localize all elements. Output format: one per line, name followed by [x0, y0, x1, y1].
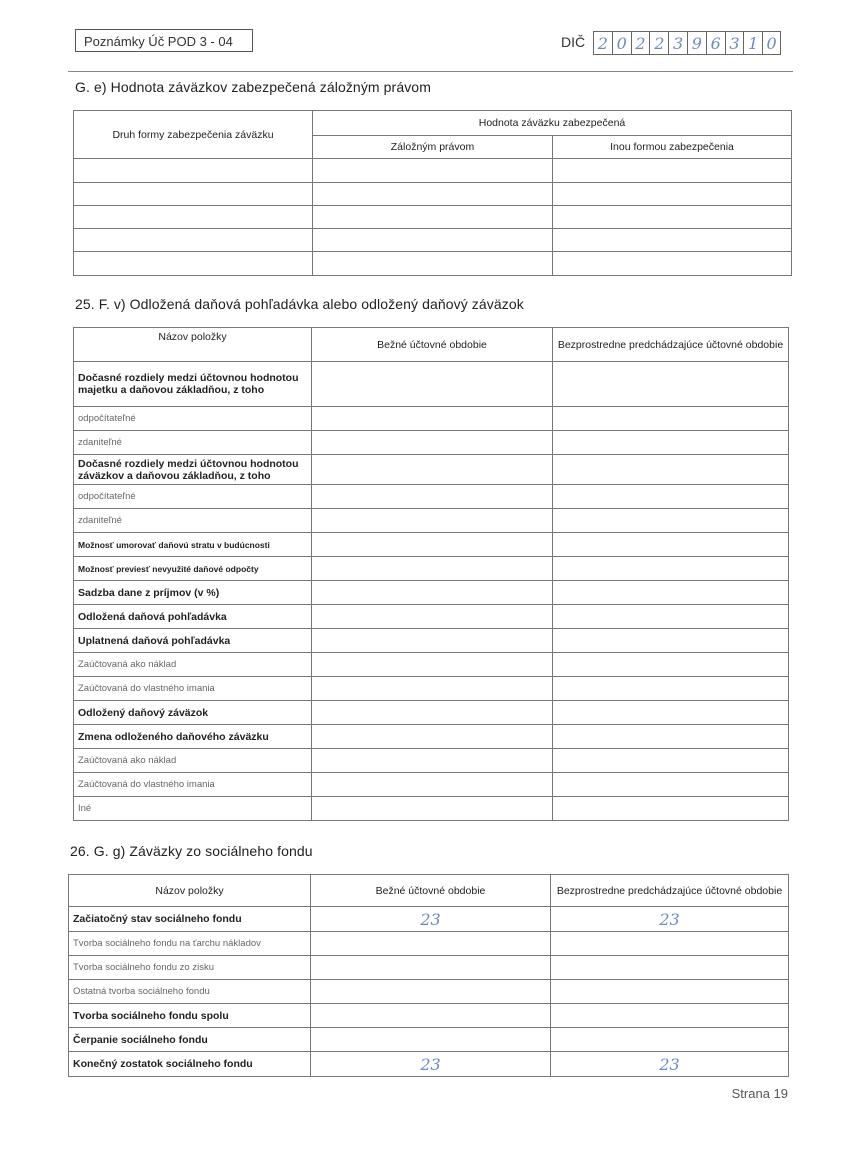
- dic-digit: 3: [725, 31, 744, 55]
- cell[interactable]: [313, 206, 553, 229]
- section-g-title: G. e) Hodnota záväzkov zabezpečená záložným právom: [75, 79, 431, 95]
- section-26-col3-header: Bezprostredne predchádzajúce účtovné obdobie: [551, 875, 789, 907]
- dic-label: DIČ: [561, 34, 586, 50]
- section-26-col2-header: Bežné účtovné obdobie: [311, 875, 551, 907]
- row-label: Dočasné rozdiely medzi účtovnou hodnotou majetku a daňovou základňou, z toho: [74, 362, 312, 407]
- row-label: Odložený daňový záväzok: [74, 701, 312, 725]
- cell-current[interactable]: [311, 956, 551, 980]
- table-row: [74, 749, 789, 773]
- cell-previous[interactable]: [553, 557, 789, 581]
- row-label: Sadzba dane z príjmov (v %): [74, 581, 312, 605]
- table-row: [74, 252, 792, 276]
- cell-current[interactable]: [312, 749, 553, 773]
- cell-current[interactable]: [311, 1028, 551, 1052]
- section-g-table: [73, 110, 792, 276]
- row-label: Zaúčtovaná ako náklad: [74, 653, 312, 677]
- dic-digit: 2: [649, 31, 668, 55]
- cell-previous[interactable]: [553, 629, 789, 653]
- cell[interactable]: [313, 229, 553, 252]
- row-label: Tvorba sociálneho fondu zo zisku: [69, 956, 311, 980]
- cell[interactable]: [74, 229, 313, 252]
- cell-previous[interactable]: [553, 749, 789, 773]
- cell[interactable]: [74, 206, 313, 229]
- cell-previous[interactable]: 23: [551, 1052, 789, 1077]
- cell[interactable]: [313, 183, 553, 206]
- cell-current[interactable]: [312, 407, 553, 431]
- header-divider: [68, 71, 793, 72]
- row-label: Tvorba sociálneho fondu na ťarchu nákladov: [69, 932, 311, 956]
- dic-digit: 6: [706, 31, 725, 55]
- cell-previous[interactable]: [553, 581, 789, 605]
- cell-previous[interactable]: [553, 797, 789, 821]
- cell-current[interactable]: [312, 653, 553, 677]
- row-label: Iné: [74, 797, 312, 821]
- form-reference-box: Poznámky Úč POD 3 - 04: [75, 29, 253, 52]
- cell[interactable]: [74, 252, 313, 276]
- section-25-col2-header: Bežné účtovné obdobie: [312, 328, 553, 362]
- section-g-group-header: Hodnota záväzku zabezpečená: [313, 111, 792, 136]
- dic-digit: 1: [743, 31, 762, 55]
- table-row: [69, 980, 789, 1004]
- table-row: [74, 206, 792, 229]
- table-row: [74, 701, 789, 725]
- table-row: [74, 653, 789, 677]
- cell-previous[interactable]: [551, 956, 789, 980]
- section-g-col1-header: Druh formy zabezpečenia záväzku: [74, 111, 313, 159]
- table-row: [74, 485, 789, 509]
- dic-digit: 0: [612, 31, 631, 55]
- table-row: [69, 907, 789, 932]
- table-row: [69, 1028, 789, 1052]
- row-label: Konečný zostatok sociálneho fondu: [69, 1052, 311, 1077]
- cell-current[interactable]: [312, 677, 553, 701]
- section-26-title: 26. G. g) Záväzky zo sociálneho fondu: [70, 843, 313, 859]
- table-row: [74, 407, 789, 431]
- cell-previous[interactable]: [551, 980, 789, 1004]
- cell-current[interactable]: [312, 431, 553, 455]
- cell-current[interactable]: [312, 557, 553, 581]
- cell[interactable]: [313, 159, 553, 183]
- cell-current[interactable]: [312, 533, 553, 557]
- dic-digit: 2: [593, 31, 612, 55]
- row-label: Zaúčtovaná do vlastného imania: [74, 677, 312, 701]
- cell[interactable]: [553, 183, 792, 206]
- section-g-col3-header: Inou formou zabezpečenia: [553, 136, 792, 159]
- cell-previous[interactable]: [553, 677, 789, 701]
- cell-current[interactable]: [312, 455, 553, 485]
- cell-current[interactable]: [312, 485, 553, 509]
- dic-digit: 9: [687, 31, 706, 55]
- row-label: Uplatnená daňová pohľadávka: [74, 629, 312, 653]
- row-label: zdaniteľné: [74, 431, 312, 455]
- cell[interactable]: [553, 252, 792, 276]
- cell-current[interactable]: 23: [311, 907, 551, 932]
- cell-current[interactable]: [312, 701, 553, 725]
- row-label: zdaniteľné: [74, 509, 312, 533]
- row-label: Zaúčtovaná do vlastného imania: [74, 773, 312, 797]
- cell-current[interactable]: [311, 932, 551, 956]
- cell-previous[interactable]: [553, 485, 789, 509]
- section-25-title: 25. F. v) Odložená daňová pohľadávka alebo odložený daňový záväzok: [75, 296, 524, 312]
- row-label: Zaúčtovaná ako náklad: [74, 749, 312, 773]
- table-row: [74, 797, 789, 821]
- cell-current[interactable]: 23: [311, 1052, 551, 1077]
- table-row: [74, 159, 792, 183]
- dic-digit: 2: [631, 31, 650, 55]
- cell-current[interactable]: [312, 605, 553, 629]
- table-row: [74, 455, 789, 485]
- cell[interactable]: [313, 252, 553, 276]
- table-row: [74, 183, 792, 206]
- cell-previous[interactable]: [553, 533, 789, 557]
- cell[interactable]: [74, 183, 313, 206]
- cell[interactable]: [553, 229, 792, 252]
- cell-previous[interactable]: [551, 1028, 789, 1052]
- table-row: [74, 533, 789, 557]
- cell-current[interactable]: [312, 773, 553, 797]
- cell-current[interactable]: [311, 980, 551, 1004]
- table-row: [74, 557, 789, 581]
- cell-previous[interactable]: [553, 431, 789, 455]
- table-row: [74, 629, 789, 653]
- row-label: odpočítateľné: [74, 485, 312, 509]
- table-row: [69, 1052, 789, 1077]
- cell[interactable]: [74, 159, 313, 183]
- row-label: Dočasné rozdiely medzi účtovnou hodnotou záväzkov a daňovou základňou, z toho: [74, 455, 312, 485]
- table-row: [74, 362, 789, 407]
- cell-previous[interactable]: [553, 725, 789, 749]
- row-label: Ostatná tvorba sociálneho fondu: [69, 980, 311, 1004]
- cell[interactable]: [553, 206, 792, 229]
- row-label: Tvorba sociálneho fondu spolu: [69, 1004, 311, 1028]
- cell-previous[interactable]: [553, 407, 789, 431]
- table-row: [74, 229, 792, 252]
- row-label: Možnosť umorovať daňovú stratu v budúcnosti: [74, 533, 312, 557]
- cell-previous[interactable]: [553, 605, 789, 629]
- section-25-table: [73, 327, 789, 821]
- cell-previous[interactable]: [553, 362, 789, 407]
- section-g-col2-header: Záložným právom: [313, 136, 553, 159]
- table-row: [74, 605, 789, 629]
- cell-previous[interactable]: [553, 455, 789, 485]
- table-row: [74, 581, 789, 605]
- dic-boxes: [593, 31, 781, 55]
- cell-previous[interactable]: [553, 701, 789, 725]
- cell-current[interactable]: [312, 797, 553, 821]
- cell-previous[interactable]: [551, 932, 789, 956]
- section-26-table: [68, 874, 789, 1077]
- row-label: Čerpanie sociálneho fondu: [69, 1028, 311, 1052]
- row-label: odpočítateľné: [74, 407, 312, 431]
- cell-previous[interactable]: 23: [551, 907, 789, 932]
- cell-current[interactable]: [312, 725, 553, 749]
- dic-digit: 0: [762, 31, 781, 55]
- row-label: Zmena odloženého daňového záväzku: [74, 725, 312, 749]
- row-label: Začiatočný stav sociálneho fondu: [69, 907, 311, 932]
- section-25-col1-header: Názov položky: [74, 328, 312, 362]
- page-number: Strana 19: [731, 1086, 788, 1101]
- cell-current[interactable]: [312, 362, 553, 407]
- cell-previous[interactable]: [553, 509, 789, 533]
- section-25-col3-header: Bezprostredne predchádzajúce účtovné obdobie: [553, 328, 789, 362]
- cell-current[interactable]: [312, 629, 553, 653]
- table-row: [69, 1004, 789, 1028]
- table-row: [74, 725, 789, 749]
- dic-digit: 3: [668, 31, 687, 55]
- cell-previous[interactable]: [553, 773, 789, 797]
- cell-current[interactable]: [312, 581, 553, 605]
- cell-current[interactable]: [311, 1004, 551, 1028]
- cell-previous[interactable]: [551, 1004, 789, 1028]
- table-row: [74, 677, 789, 701]
- section-26-col1-header: Názov položky: [69, 875, 311, 907]
- table-row: [74, 509, 789, 533]
- table-row: [69, 956, 789, 980]
- row-label: Odložená daňová pohľadávka: [74, 605, 312, 629]
- cell-previous[interactable]: [553, 653, 789, 677]
- table-row: [69, 932, 789, 956]
- row-label: Možnosť previesť nevyužité daňové odpočty: [74, 557, 312, 581]
- table-row: [74, 431, 789, 455]
- cell-current[interactable]: [312, 509, 553, 533]
- table-row: [74, 773, 789, 797]
- cell[interactable]: [553, 159, 792, 183]
